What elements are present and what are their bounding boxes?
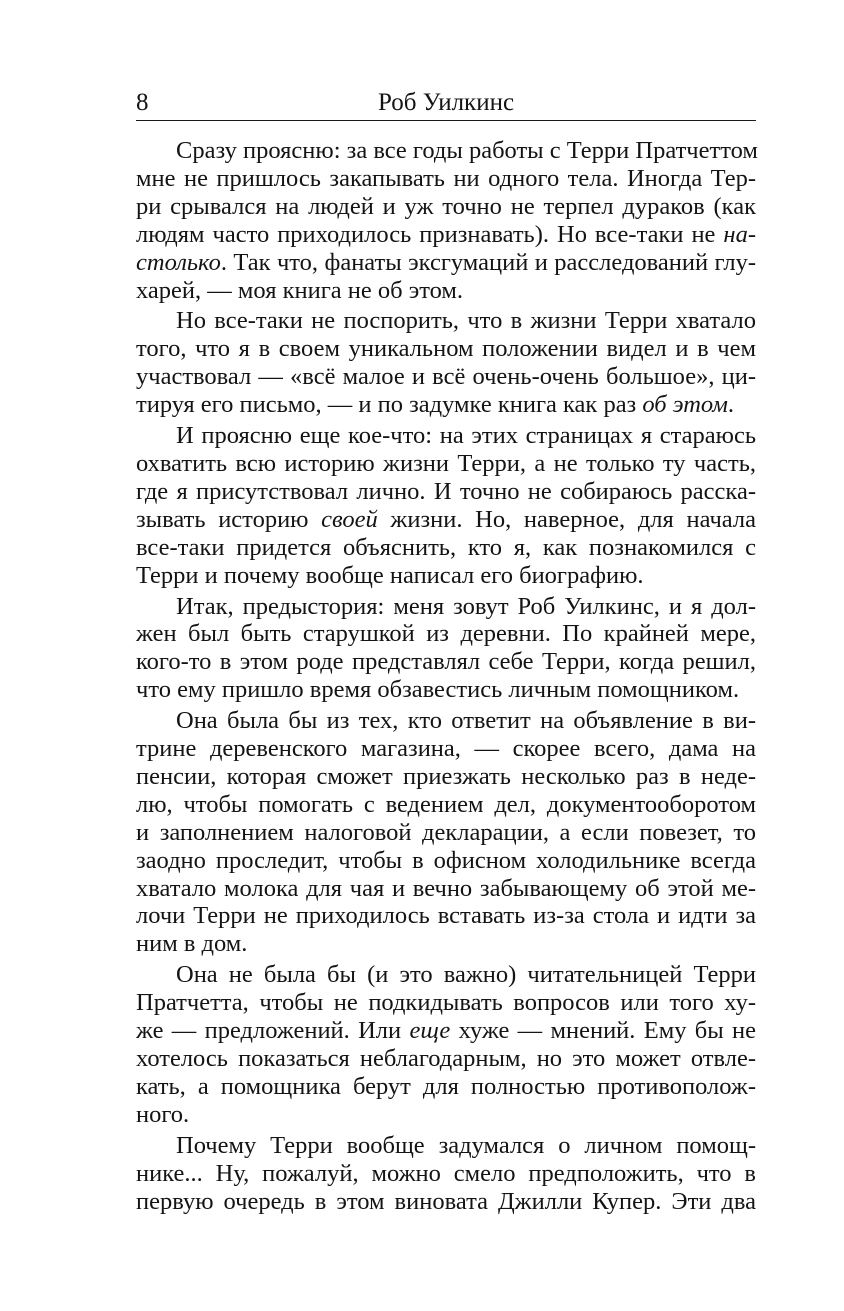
emphasis: еще [409,1017,451,1045]
text-line: Но все-таки не поспорить, что в жизни Терри хватало [176,307,756,335]
book-page [136,82,756,1215]
paragraph [136,422,756,589]
text-line: первую очередь в этом виновата Джилли Купер. Эти два [136,1187,756,1215]
running-head [136,82,756,121]
paragraph [136,1132,756,1216]
text-line: Сразу проясню: за все годы работы с Терри Пратчеттом [176,137,758,164]
emphasis: об этом [642,391,728,419]
text-line: тируя его письмо, — и по задумке книга как раз об этом. [136,391,734,419]
paragraph [136,307,756,419]
running-title: Роб Уилкинс [377,89,515,116]
text-line: Терри и почему вообще написал его биографию. [136,561,644,589]
emphasis: на- [723,220,756,248]
text-line: И проясню еще кое-что: на этих страницах я стараюсь [176,422,756,450]
text-line: охватить всю историю жизни Терри, а не только ту часть, [136,449,756,477]
text-line: того, что я в своем уникальном положении видел и в чем [136,335,756,363]
text-line: Почему Терри вообще задумался о личном помощ- [176,1131,756,1159]
text-line: кого-то в этом роде представлял себе Терри, когда решил, [136,648,756,676]
text-line: людям часто приходилось признавать). Но все-таки не на- [136,220,756,248]
text-line: участвовал — «всё малое и всё очень-очень большое», ци- [136,363,756,391]
text-line: лочи Терри не приходилось вставать из-за стола и идти за [136,902,756,930]
text-line: где я присутствовал лично. И точно не собираюсь расска- [136,477,756,505]
text-line: и заполнением налоговой декларации, а если повезет, то [136,818,756,846]
text-line: зывать историю своей жизни. Но, наверное, для начала [136,505,756,533]
text-line: трине деревенского магазина, — скорее всего, дама на [136,735,756,763]
text-line: заодно проследит, чтобы в офисном холодильнике всегда [136,846,756,874]
text-line: Пратчетта, чтобы не подкидывать вопросов или того ху- [136,989,756,1017]
text-line: лю, чтобы помогать с ведением дел, документооборотом [136,790,756,818]
paragraph [136,593,756,705]
paragraph [136,961,756,1128]
text-line: все-таки придется объяснить, кто я, как познакомился с [136,533,756,561]
text-line: Итак, предыстория: меня зовут Роб Уилкинс, и я дол- [176,592,756,620]
text-line: кать, а помощника берут для полностью противополож- [136,1072,756,1100]
text-line: что ему пришло время обзавестись личным помощником. [136,676,740,704]
text-line: пенсии, которая сможет приезжать несколько раз в неде- [136,762,756,790]
text-line: же — предложений. Или еще хуже — мнений. Ему бы не [136,1017,756,1045]
text-line: столько. Так что, фанаты эксгумаций и расследований глу- [136,248,756,276]
paragraph [136,137,756,304]
emphasis: столько [136,248,221,276]
text-line: Она не была бы (и это важно) читательницей Терри [176,961,756,989]
text-line: ним в дом. [136,930,248,958]
text-line: хотелось показаться неблагодарным, но это может отвле- [136,1045,756,1072]
text-line: ного. [136,1100,190,1128]
text-line: мне не пришлось закапывать ни одного тела. Иногда Тер- [136,164,756,192]
body-text [136,137,756,1215]
page-number: 8 [136,89,149,116]
text-line: нике... Ну, пожалуй, можно смело предположить, что в [136,1159,756,1187]
text-line: харей, — моя книга не об этом. [136,276,464,304]
text-line: Она была бы из тех, кто ответит на объявление в ви- [176,707,756,735]
emphasis: своей [321,505,378,533]
text-line: ри срывался на людей и уж точно не терпел дураков (как [136,192,756,220]
text-line: жен был быть старушкой из деревни. По крайней мере, [136,620,756,648]
text-line: хватало молока для чая и вечно забывающему об этой ме- [136,874,756,902]
paragraph [136,707,756,958]
